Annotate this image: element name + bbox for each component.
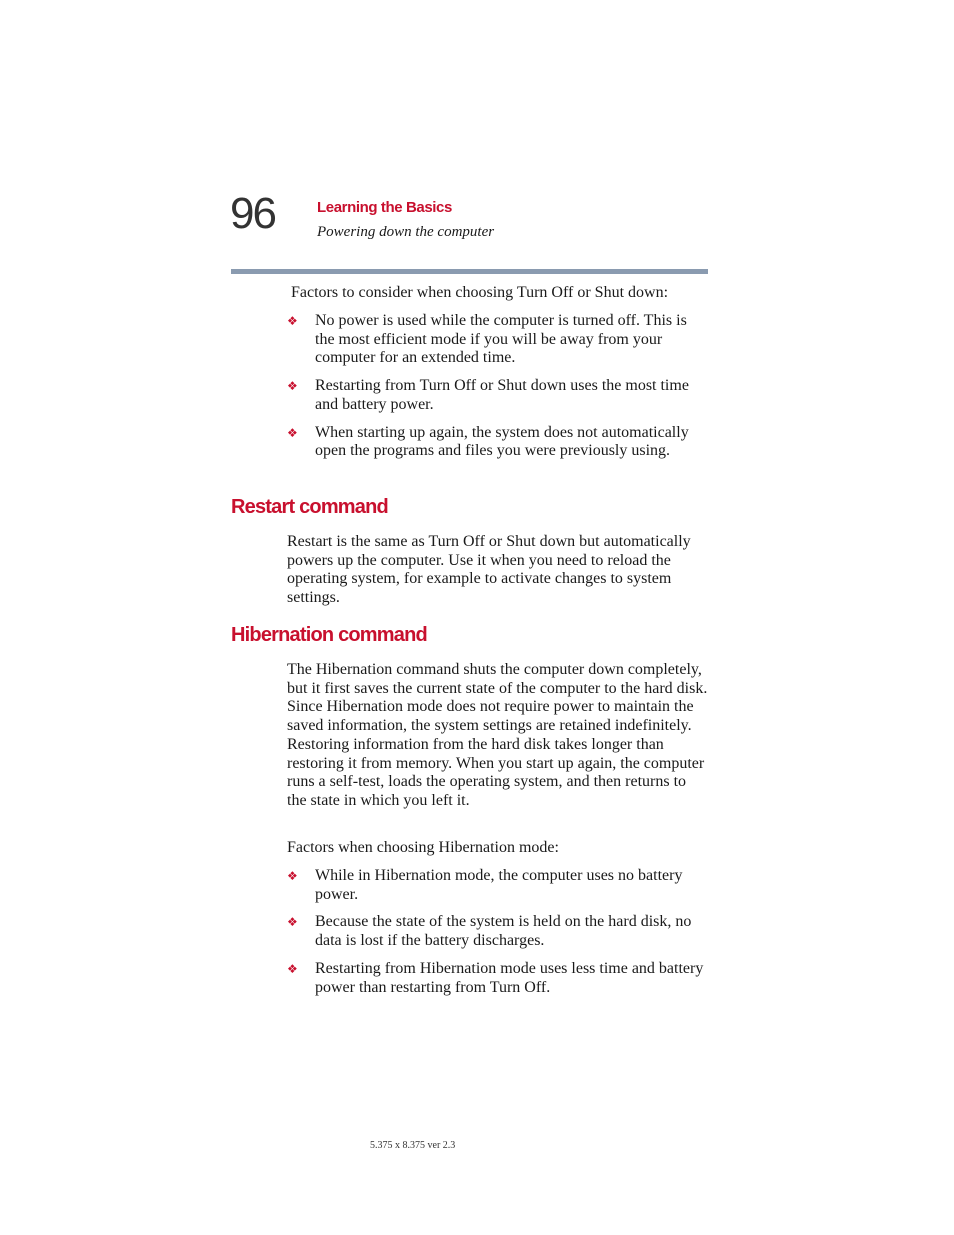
turn-off-intro: Factors to consider when choosing Turn Off or Shut down:: [291, 284, 669, 301]
print-spec-footer: 5.375 x 8.375 ver 2.3: [370, 1140, 456, 1151]
list-item: ❖ While in Hibernation mode, the computer uses no battery power.: [287, 867, 683, 903]
diamond-bullet-icon: ❖: [287, 379, 298, 394]
hibernation-heading: Hibernation command: [231, 624, 427, 646]
diamond-bullet-icon: ❖: [287, 314, 298, 328]
hibernation-bullets: [287, 867, 709, 1006]
list-item: ❖ Restarting from Hibernation mode uses less time and battery power than restarting from Turn Off.: [287, 959, 704, 996]
diamond-bullet-icon: ❖: [287, 961, 298, 976]
hibernation-body: The Hibernation command shuts the computer down completely, but it first saves the current state of the computer to the hard disk. Since Hibernation mode does not require power to maintain the saved information, the system settings are retained indefinitely. Restoring information from the hard disk takes longer than restoring it from memory. When you start up again, the computer runs a self-test, loads the operating system, and then returns to the state in which you left it.: [287, 661, 708, 809]
restart-body: Restart is the same as Turn Off or Shut down but automatically powers up the computer. Use it when you need to reload the operating system, for example to activate changes to system settings.: [287, 533, 691, 607]
diamond-bullet-icon: ❖: [287, 869, 298, 883]
list-item: ❖ Because the state of the system is held on the hard disk, no data is lost if the battery discharges.: [287, 913, 692, 950]
turn-off-bullets: [287, 312, 709, 470]
diamond-bullet-icon: ❖: [287, 915, 298, 930]
section-title: Powering down the computer: [317, 224, 495, 240]
list-item: ❖ When starting up again, the system does not automatically open the programs and files you were previously using.: [287, 423, 689, 460]
header-rule: [231, 269, 708, 274]
chapter-title: Learning the Basics: [317, 199, 452, 216]
list-item: ❖ No power is used while the computer is turned off. This is the most efficient mode if you will be away from your computer for an extended time.: [287, 312, 687, 367]
diamond-bullet-icon: ❖: [287, 425, 298, 440]
restart-heading: Restart command: [231, 496, 388, 518]
hibernation-intro: Factors when choosing Hibernation mode:: [287, 839, 559, 856]
page-number: 96: [230, 189, 275, 238]
list-item: ❖ Restarting from Turn Off or Shut down uses the most time and battery power.: [287, 377, 689, 413]
